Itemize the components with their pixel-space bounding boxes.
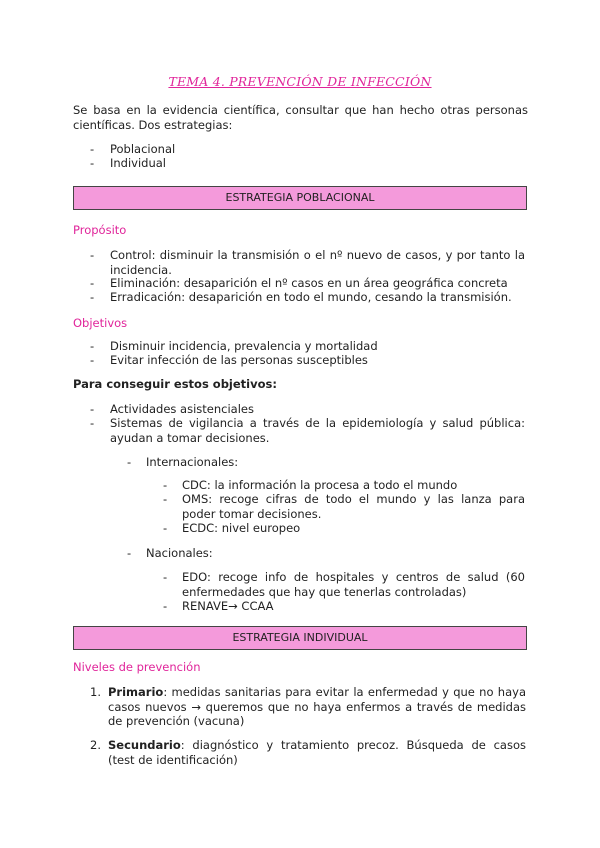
strategy-item: Individual xyxy=(110,156,167,170)
proposito-item: Control: disminuir la transmisión o el nº nuevo de casos, y por tanto la incidencia. xyxy=(110,248,525,277)
internacionales-item: CDC: la información la procesa a todo el mundo xyxy=(182,478,458,492)
internacionales-item: ECDC: nivel europeo xyxy=(182,521,301,535)
objetivos-item: Evitar infección de las personas susceptibles xyxy=(110,353,368,367)
heading-proposito: Propósito xyxy=(73,223,127,237)
banner-estrategia-poblacional: ESTRATEGIA POBLACIONAL xyxy=(73,186,527,210)
heading-conseguir: Para conseguir estos objetivos: xyxy=(73,377,277,391)
proposito-item: Erradicación: desaparición en todo el mundo, cesando la transmisión. xyxy=(110,290,512,304)
heading-niveles: Niveles de prevención xyxy=(73,660,201,674)
nivel-term: Primario xyxy=(108,685,164,699)
nivel-text: : medidas sanitarias para evitar la enfermedad y que no haya casos nuevos → queremos que no haya enfermos a través de medidas de prevención (vacuna) xyxy=(108,685,526,728)
internacionales-item: OMS: recoge cifras de todo el mundo y las lanza para poder tomar decisiones. xyxy=(182,492,525,521)
conseguir-item: Actividades asistenciales xyxy=(110,402,254,416)
nivel-item xyxy=(108,738,526,767)
bullet-dash: - xyxy=(90,402,95,416)
bullet-dash: - xyxy=(163,521,168,535)
bullet-dash: - xyxy=(163,478,168,492)
objetivos-item: Disminuir incidencia, prevalencia y mortalidad xyxy=(110,339,378,353)
proposito-item: Eliminación: desaparición el nº casos en un área geográfica concreta xyxy=(110,276,508,290)
bullet-dash: - xyxy=(127,546,132,560)
bullet-dash: - xyxy=(90,416,95,430)
bullet-dash: - xyxy=(90,276,95,290)
nacionales-item: RENAVE→ CCAA xyxy=(182,599,274,613)
bullet-dash: - xyxy=(90,339,95,353)
bullet-dash: - xyxy=(90,353,95,367)
nivel-term: Secundario xyxy=(108,738,181,752)
bullet-dash: - xyxy=(127,455,132,469)
banner-estrategia-individual: ESTRATEGIA INDIVIDUAL xyxy=(73,626,527,650)
bullet-dash: - xyxy=(90,142,95,156)
nacionales-label: Nacionales: xyxy=(146,546,213,560)
conseguir-item: Sistemas de vigilancia a través de la epidemiología y salud pública: ayudan a tomar decisiones. xyxy=(110,416,525,445)
bullet-dash: - xyxy=(163,492,168,506)
list-number: 2. xyxy=(90,738,101,752)
nivel-item xyxy=(108,685,526,729)
bullet-dash: - xyxy=(163,570,168,584)
bullet-dash: - xyxy=(90,248,95,262)
strategy-item: Poblacional xyxy=(110,142,176,156)
bullet-dash: - xyxy=(90,156,95,170)
heading-objetivos: Objetivos xyxy=(73,316,128,330)
nacionales-item: EDO: recoge info de hospitales y centros de salud (60 enfermedades que hay que tenerlas controladas) xyxy=(182,570,525,599)
list-number: 1. xyxy=(90,685,101,699)
document-title: TEMA 4. PREVENCIÓN DE INFECCIÓN xyxy=(168,74,432,89)
bullet-dash: - xyxy=(90,290,95,304)
intro-paragraph: Se basa en la evidencia científica, consultar que han hecho otras personas científicas. Dos estrategias: xyxy=(73,103,528,132)
bullet-dash: - xyxy=(163,599,168,613)
internacionales-label: Internacionales: xyxy=(146,455,239,469)
nivel-text: : diagnóstico y tratamiento precoz. Búsqueda de casos (test de identificación) xyxy=(108,738,526,767)
